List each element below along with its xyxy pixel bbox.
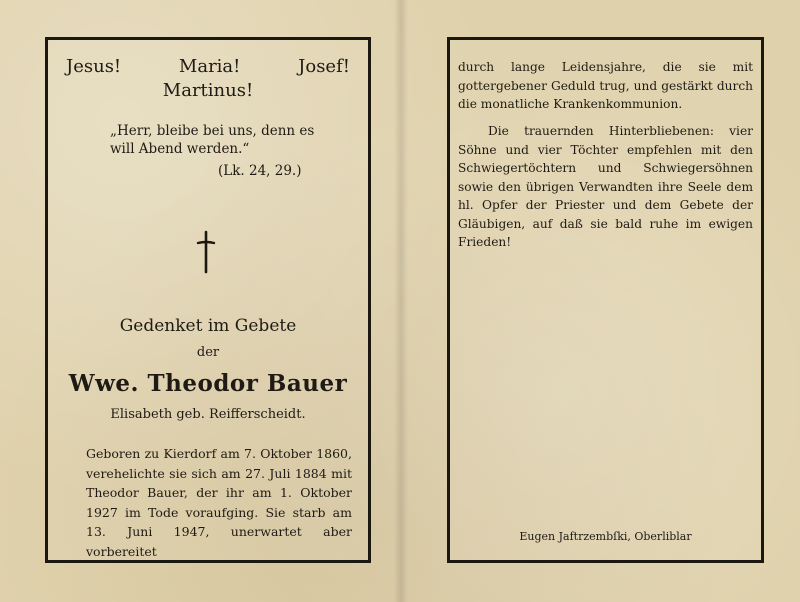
maiden-name: Elisabeth geb. Reifferscheidt.: [110, 407, 306, 422]
right-panel: [447, 37, 764, 563]
quote-line-2: will Abend werden.“: [110, 141, 250, 158]
invocation-jesus: Jesus!: [66, 56, 122, 77]
scripture-quote: [110, 122, 350, 158]
card-fold: [394, 0, 408, 602]
invocation-maria: Maria!: [178, 56, 241, 77]
biography-text: Geboren zu Kierdorf am 7. Oktober 1860, verehelichte sie sich am 27. Juli 1884 mit Theodor Bauer, der ihr am 1. Oktober 1927 im Tode voraufging. Sie starb am 13. Juni 1947, unerwartet aber vorbereitet: [86, 446, 352, 559]
invocation-josef: Josef!: [298, 56, 350, 77]
deceased-name: Wwe. Theodor Bauer: [68, 370, 348, 397]
mourners-text: Die trauernden Hinterbliebenen: vier Söhne und vier Töchter empfehlen mit den Schwiegertöchtern und Schwiegersöhnen sowie den übrigen Verwandten ihre Seele dem hl. Opfer der Priester und dem Gebete der Gläubigen, auf daß sie bald ruhe im ewigen Frieden!: [458, 124, 753, 250]
gedenket-heading: Gedenket im Gebete: [119, 316, 297, 336]
invocation-martinus: Martinus!: [162, 80, 254, 101]
continuation-paragraph: durch lange Leidensjahre, die sie mit gottergebener Geduld trug, und gestärkt durch die monatliche Krankenkommunion.: [458, 60, 753, 112]
cross-icon: [194, 230, 218, 274]
left-panel: [45, 37, 371, 563]
printer-credit: Eugen Jaftrzembſki, Oberliblar: [519, 530, 692, 543]
biography: [86, 444, 352, 561]
invocation-row: [66, 56, 350, 77]
quote-line-1: „Herr, bleibe bei uns, denn es: [110, 123, 315, 139]
mourners-paragraph: [458, 122, 753, 252]
der-word: der: [196, 345, 220, 360]
scripture-citation: (Lk. 24, 29.): [218, 163, 302, 179]
